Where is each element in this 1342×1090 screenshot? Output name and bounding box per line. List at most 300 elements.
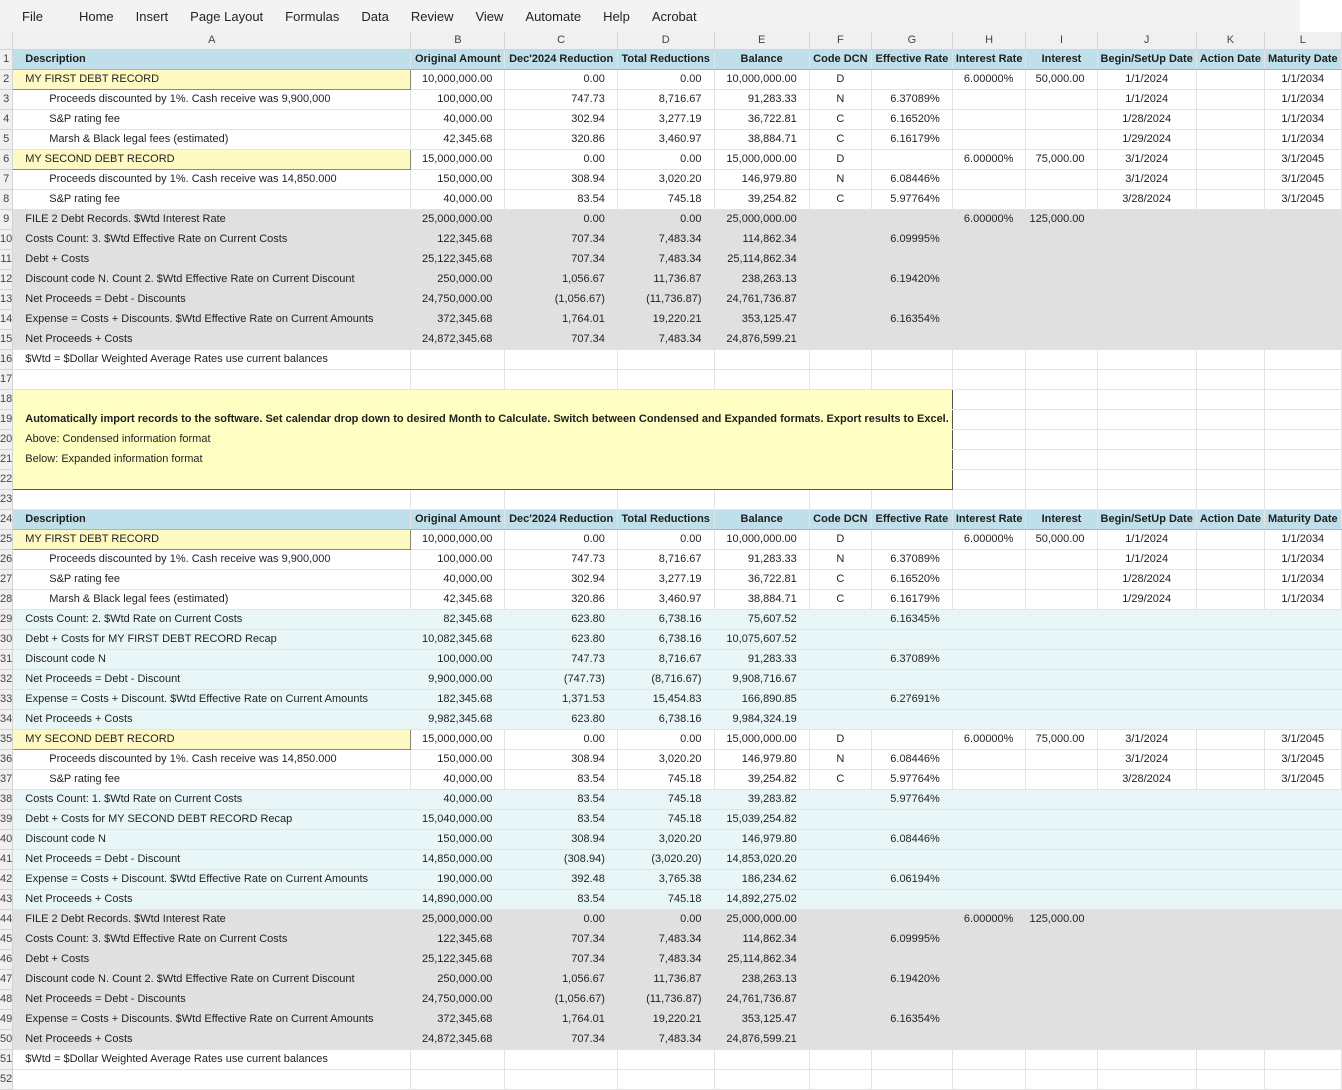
- value-cell[interactable]: [871, 249, 952, 269]
- value-cell[interactable]: [1097, 249, 1196, 269]
- value-cell[interactable]: 6.00000%: [952, 529, 1026, 549]
- description-cell[interactable]: MY SECOND DEBT RECORD: [13, 149, 411, 169]
- header-cell[interactable]: Effective Rate: [871, 509, 952, 529]
- value-cell[interactable]: [1026, 689, 1097, 709]
- value-cell[interactable]: [952, 549, 1026, 569]
- value-cell[interactable]: 150,000.00: [411, 749, 505, 769]
- value-cell[interactable]: 3/1/2024: [1097, 149, 1196, 169]
- value-cell[interactable]: 6.19420%: [871, 969, 952, 989]
- description-cell[interactable]: Net Proceeds + Costs: [13, 329, 411, 349]
- row-number[interactable]: 29: [0, 609, 13, 629]
- description-cell[interactable]: Net Proceeds + Costs: [13, 709, 411, 729]
- value-cell[interactable]: [1196, 589, 1264, 609]
- row-number[interactable]: 36: [0, 749, 13, 769]
- value-cell[interactable]: 308.94: [505, 169, 618, 189]
- value-cell[interactable]: (1,056.67): [505, 289, 618, 309]
- value-cell[interactable]: [1097, 289, 1196, 309]
- value-cell[interactable]: [1097, 329, 1196, 349]
- header-cell[interactable]: Original Amount: [411, 49, 505, 69]
- value-cell[interactable]: 745.18: [617, 769, 714, 789]
- value-cell[interactable]: [952, 569, 1026, 589]
- value-cell[interactable]: [1264, 809, 1341, 829]
- value-cell[interactable]: [1196, 529, 1264, 549]
- value-cell[interactable]: [1097, 209, 1196, 229]
- value-cell[interactable]: 6.16179%: [871, 589, 952, 609]
- value-cell[interactable]: [809, 1029, 871, 1049]
- value-cell[interactable]: 114,862.34: [714, 229, 809, 249]
- value-cell[interactable]: 0.00: [505, 909, 618, 929]
- value-cell[interactable]: [952, 249, 1026, 269]
- value-cell[interactable]: [1196, 1049, 1264, 1069]
- value-cell[interactable]: [871, 1049, 952, 1069]
- value-cell[interactable]: 1,056.67: [505, 269, 618, 289]
- value-cell[interactable]: 353,125.47: [714, 1009, 809, 1029]
- value-cell[interactable]: 1,764.01: [505, 309, 618, 329]
- value-cell[interactable]: 150,000.00: [411, 169, 505, 189]
- row-number[interactable]: 8: [0, 189, 13, 209]
- header-cell[interactable]: Effective Rate: [871, 49, 952, 69]
- row-number[interactable]: 22: [0, 469, 13, 489]
- value-cell[interactable]: [1196, 909, 1264, 929]
- cell[interactable]: [1026, 389, 1097, 409]
- value-cell[interactable]: [1097, 689, 1196, 709]
- cell[interactable]: [952, 449, 1026, 469]
- cell[interactable]: [1097, 1069, 1196, 1089]
- value-cell[interactable]: [871, 909, 952, 929]
- value-cell[interactable]: 1/1/2034: [1264, 569, 1341, 589]
- value-cell[interactable]: [952, 189, 1026, 209]
- cell[interactable]: [1097, 369, 1196, 389]
- value-cell[interactable]: 6.16520%: [871, 569, 952, 589]
- instruction-note-cell[interactable]: [13, 389, 953, 409]
- description-cell[interactable]: Debt + Costs for MY FIRST DEBT RECORD Recap: [13, 629, 411, 649]
- value-cell[interactable]: 320.86: [505, 129, 618, 149]
- value-cell[interactable]: [809, 889, 871, 909]
- value-cell[interactable]: 15,000,000.00: [411, 729, 505, 749]
- value-cell[interactable]: [1196, 569, 1264, 589]
- description-cell[interactable]: Debt + Costs: [13, 249, 411, 269]
- value-cell[interactable]: [809, 949, 871, 969]
- cell[interactable]: [1196, 449, 1264, 469]
- value-cell[interactable]: 745.18: [617, 809, 714, 829]
- value-cell[interactable]: 3/1/2045: [1264, 749, 1341, 769]
- value-cell[interactable]: 6.27691%: [871, 689, 952, 709]
- value-cell[interactable]: 9,900,000.00: [411, 669, 505, 689]
- value-cell[interactable]: [1026, 929, 1097, 949]
- value-cell[interactable]: [1196, 309, 1264, 329]
- value-cell[interactable]: 6.00000%: [952, 69, 1026, 89]
- value-cell[interactable]: 146,979.80: [714, 169, 809, 189]
- value-cell[interactable]: 75,000.00: [1026, 149, 1097, 169]
- value-cell[interactable]: [1026, 569, 1097, 589]
- value-cell[interactable]: 122,345.68: [411, 229, 505, 249]
- description-cell[interactable]: Net Proceeds = Debt - Discounts: [13, 289, 411, 309]
- value-cell[interactable]: [952, 1029, 1026, 1049]
- value-cell[interactable]: [1026, 1009, 1097, 1029]
- cell[interactable]: [1196, 469, 1264, 489]
- value-cell[interactable]: [1097, 889, 1196, 909]
- value-cell[interactable]: 7,483.34: [617, 329, 714, 349]
- value-cell[interactable]: 83.54: [505, 789, 618, 809]
- value-cell[interactable]: C: [809, 769, 871, 789]
- value-cell[interactable]: 11,736.87: [617, 269, 714, 289]
- value-cell[interactable]: [1026, 749, 1097, 769]
- row-number[interactable]: 19: [0, 409, 13, 429]
- value-cell[interactable]: 19,220.21: [617, 309, 714, 329]
- value-cell[interactable]: 3,460.97: [617, 589, 714, 609]
- description-cell[interactable]: Proceeds discounted by 1%. Cash receive was 14,850.000: [13, 169, 411, 189]
- value-cell[interactable]: [1097, 1009, 1196, 1029]
- cell[interactable]: [809, 369, 871, 389]
- value-cell[interactable]: 6.00000%: [952, 729, 1026, 749]
- value-cell[interactable]: [809, 649, 871, 669]
- description-cell[interactable]: Debt + Costs for MY SECOND DEBT RECORD Recap: [13, 809, 411, 829]
- value-cell[interactable]: 25,122,345.68: [411, 949, 505, 969]
- value-cell[interactable]: 6,738.16: [617, 629, 714, 649]
- cell[interactable]: [505, 1069, 618, 1089]
- value-cell[interactable]: 3,020.20: [617, 749, 714, 769]
- row-number[interactable]: 27: [0, 569, 13, 589]
- value-cell[interactable]: 1/1/2034: [1264, 549, 1341, 569]
- value-cell[interactable]: [952, 589, 1026, 609]
- value-cell[interactable]: [1026, 649, 1097, 669]
- row-number[interactable]: 4: [0, 109, 13, 129]
- value-cell[interactable]: 745.18: [617, 789, 714, 809]
- value-cell[interactable]: 25,114,862.34: [714, 249, 809, 269]
- value-cell[interactable]: 7,483.34: [617, 1029, 714, 1049]
- value-cell[interactable]: 50,000.00: [1026, 529, 1097, 549]
- menu-automate[interactable]: Automate: [525, 8, 582, 24]
- value-cell[interactable]: 302.94: [505, 109, 618, 129]
- header-cell[interactable]: Total Reductions: [617, 49, 714, 69]
- description-cell[interactable]: Discount code N: [13, 829, 411, 849]
- cell[interactable]: [1196, 1069, 1264, 1089]
- value-cell[interactable]: [1264, 909, 1341, 929]
- value-cell[interactable]: [871, 1029, 952, 1049]
- column-header-g[interactable]: G: [871, 32, 952, 49]
- value-cell[interactable]: 0.00: [617, 149, 714, 169]
- value-cell[interactable]: [1196, 349, 1264, 369]
- value-cell[interactable]: 3/1/2024: [1097, 169, 1196, 189]
- value-cell[interactable]: [1264, 309, 1341, 329]
- description-cell[interactable]: Costs Count: 1. $Wtd Rate on Current Costs: [13, 789, 411, 809]
- value-cell[interactable]: 623.80: [505, 709, 618, 729]
- value-cell[interactable]: 182,345.68: [411, 689, 505, 709]
- value-cell[interactable]: 7,483.34: [617, 949, 714, 969]
- value-cell[interactable]: [1196, 829, 1264, 849]
- value-cell[interactable]: (308.94): [505, 849, 618, 869]
- value-cell[interactable]: 6.08446%: [871, 749, 952, 769]
- value-cell[interactable]: [1196, 789, 1264, 809]
- value-cell[interactable]: [1026, 189, 1097, 209]
- value-cell[interactable]: 10,082,345.68: [411, 629, 505, 649]
- value-cell[interactable]: [1196, 929, 1264, 949]
- row-number[interactable]: 18: [0, 389, 13, 409]
- row-number[interactable]: 33: [0, 689, 13, 709]
- value-cell[interactable]: [1026, 589, 1097, 609]
- row-number[interactable]: 47: [0, 969, 13, 989]
- value-cell[interactable]: 82,345.68: [411, 609, 505, 629]
- value-cell[interactable]: [1196, 989, 1264, 1009]
- value-cell[interactable]: 15,000,000.00: [411, 149, 505, 169]
- column-header-h[interactable]: H: [952, 32, 1026, 49]
- value-cell[interactable]: [1264, 689, 1341, 709]
- header-cell[interactable]: Original Amount: [411, 509, 505, 529]
- value-cell[interactable]: 10,000,000.00: [714, 529, 809, 549]
- row-number[interactable]: 43: [0, 889, 13, 909]
- cell[interactable]: [1196, 429, 1264, 449]
- description-cell[interactable]: Proceeds discounted by 1%. Cash receive was 14,850.000: [13, 749, 411, 769]
- value-cell[interactable]: [1196, 629, 1264, 649]
- value-cell[interactable]: 6.16354%: [871, 1009, 952, 1029]
- value-cell[interactable]: 0.00: [505, 729, 618, 749]
- row-number[interactable]: 13: [0, 289, 13, 309]
- header-cell[interactable]: Balance: [714, 509, 809, 529]
- row-number[interactable]: 40: [0, 829, 13, 849]
- row-number[interactable]: 17: [0, 369, 13, 389]
- value-cell[interactable]: [871, 729, 952, 749]
- value-cell[interactable]: [1196, 229, 1264, 249]
- row-number[interactable]: 51: [0, 1049, 13, 1069]
- value-cell[interactable]: 125,000.00: [1026, 209, 1097, 229]
- value-cell[interactable]: 3,460.97: [617, 129, 714, 149]
- value-cell[interactable]: [1026, 969, 1097, 989]
- row-number[interactable]: 52: [0, 1069, 13, 1089]
- value-cell[interactable]: [952, 829, 1026, 849]
- value-cell[interactable]: 5.97764%: [871, 789, 952, 809]
- description-cell[interactable]: FILE 2 Debt Records. $Wtd Interest Rate: [13, 209, 411, 229]
- value-cell[interactable]: [809, 849, 871, 869]
- value-cell[interactable]: 83.54: [505, 889, 618, 909]
- value-cell[interactable]: 3/1/2045: [1264, 169, 1341, 189]
- header-cell[interactable]: Action Date: [1196, 49, 1264, 69]
- value-cell[interactable]: 1/29/2024: [1097, 129, 1196, 149]
- value-cell[interactable]: [809, 809, 871, 829]
- cell[interactable]: [1264, 489, 1341, 509]
- value-cell[interactable]: 238,263.13: [714, 969, 809, 989]
- header-cell[interactable]: Maturity Date: [1264, 509, 1341, 529]
- description-cell[interactable]: Discount code N. Count 2. $Wtd Effective Rate on Current Discount: [13, 269, 411, 289]
- value-cell[interactable]: 707.34: [505, 1029, 618, 1049]
- value-cell[interactable]: 14,850,000.00: [411, 849, 505, 869]
- description-cell[interactable]: Net Proceeds + Costs: [13, 1029, 411, 1049]
- value-cell[interactable]: 42,345.68: [411, 589, 505, 609]
- header-cell[interactable]: Code DCN: [809, 49, 871, 69]
- value-cell[interactable]: [1026, 989, 1097, 1009]
- value-cell[interactable]: 250,000.00: [411, 969, 505, 989]
- value-cell[interactable]: [952, 789, 1026, 809]
- cell[interactable]: [1264, 389, 1341, 409]
- value-cell[interactable]: 3/28/2024: [1097, 189, 1196, 209]
- value-cell[interactable]: [1196, 889, 1264, 909]
- row-number[interactable]: 14: [0, 309, 13, 329]
- value-cell[interactable]: 8,716.67: [617, 89, 714, 109]
- cell[interactable]: [714, 369, 809, 389]
- value-cell[interactable]: [871, 329, 952, 349]
- cell[interactable]: [809, 1069, 871, 1089]
- value-cell[interactable]: [809, 709, 871, 729]
- value-cell[interactable]: [1196, 169, 1264, 189]
- value-cell[interactable]: 25,000,000.00: [714, 209, 809, 229]
- value-cell[interactable]: [1264, 629, 1341, 649]
- column-header-b[interactable]: B: [411, 32, 505, 49]
- value-cell[interactable]: 100,000.00: [411, 549, 505, 569]
- value-cell[interactable]: [871, 949, 952, 969]
- row-number[interactable]: 49: [0, 1009, 13, 1029]
- value-cell[interactable]: [1196, 109, 1264, 129]
- value-cell[interactable]: 320.86: [505, 589, 618, 609]
- value-cell[interactable]: [1264, 329, 1341, 349]
- value-cell[interactable]: 3/1/2024: [1097, 729, 1196, 749]
- value-cell[interactable]: [1196, 289, 1264, 309]
- value-cell[interactable]: (11,736.87): [617, 289, 714, 309]
- value-cell[interactable]: 7,483.34: [617, 249, 714, 269]
- menu-insert[interactable]: Insert: [135, 8, 169, 24]
- cell[interactable]: [952, 369, 1026, 389]
- value-cell[interactable]: 3/1/2045: [1264, 189, 1341, 209]
- row-number[interactable]: 31: [0, 649, 13, 669]
- description-cell[interactable]: Expense = Costs + Discounts. $Wtd Effective Rate on Current Amounts: [13, 309, 411, 329]
- cell[interactable]: [952, 389, 1026, 409]
- value-cell[interactable]: [871, 289, 952, 309]
- value-cell[interactable]: 0.00: [617, 69, 714, 89]
- value-cell[interactable]: [952, 969, 1026, 989]
- row-number[interactable]: 42: [0, 869, 13, 889]
- value-cell[interactable]: [1026, 229, 1097, 249]
- cell[interactable]: [871, 369, 952, 389]
- value-cell[interactable]: C: [809, 569, 871, 589]
- description-cell[interactable]: Expense = Costs + Discount. $Wtd Effective Rate on Current Amounts: [13, 689, 411, 709]
- column-header-a[interactable]: A: [13, 32, 411, 49]
- menu-formulas[interactable]: Formulas: [285, 8, 340, 24]
- value-cell[interactable]: N: [809, 169, 871, 189]
- value-cell[interactable]: 0.00: [617, 909, 714, 929]
- value-cell[interactable]: 3/1/2045: [1264, 149, 1341, 169]
- value-cell[interactable]: C: [809, 189, 871, 209]
- value-cell[interactable]: 24,761,736.87: [714, 989, 809, 1009]
- value-cell[interactable]: [1196, 709, 1264, 729]
- row-number[interactable]: 10: [0, 229, 13, 249]
- cell[interactable]: [505, 369, 618, 389]
- description-cell[interactable]: Costs Count: 3. $Wtd Effective Rate on Current Costs: [13, 229, 411, 249]
- value-cell[interactable]: 1/1/2034: [1264, 529, 1341, 549]
- cell[interactable]: [1264, 429, 1341, 449]
- cell[interactable]: [1196, 489, 1264, 509]
- value-cell[interactable]: [952, 309, 1026, 329]
- value-cell[interactable]: 83.54: [505, 769, 618, 789]
- value-cell[interactable]: 8,716.67: [617, 549, 714, 569]
- value-cell[interactable]: 38,884.71: [714, 129, 809, 149]
- value-cell[interactable]: C: [809, 109, 871, 129]
- value-cell[interactable]: 6.16345%: [871, 609, 952, 629]
- cell[interactable]: [617, 489, 714, 509]
- value-cell[interactable]: [809, 929, 871, 949]
- value-cell[interactable]: [1026, 349, 1097, 369]
- value-cell[interactable]: [1264, 289, 1341, 309]
- value-cell[interactable]: [1097, 269, 1196, 289]
- value-cell[interactable]: 6,738.16: [617, 609, 714, 629]
- value-cell[interactable]: 75,000.00: [1026, 729, 1097, 749]
- value-cell[interactable]: [1097, 669, 1196, 689]
- value-cell[interactable]: [952, 1049, 1026, 1069]
- header-cell[interactable]: Action Date: [1196, 509, 1264, 529]
- value-cell[interactable]: D: [809, 69, 871, 89]
- value-cell[interactable]: [1026, 809, 1097, 829]
- value-cell[interactable]: 707.34: [505, 229, 618, 249]
- value-cell[interactable]: [1097, 1049, 1196, 1069]
- value-cell[interactable]: [1097, 909, 1196, 929]
- value-cell[interactable]: 15,000,000.00: [714, 729, 809, 749]
- value-cell[interactable]: 10,000,000.00: [714, 69, 809, 89]
- value-cell[interactable]: [1196, 249, 1264, 269]
- value-cell[interactable]: [952, 929, 1026, 949]
- value-cell[interactable]: N: [809, 749, 871, 769]
- value-cell[interactable]: [1097, 229, 1196, 249]
- value-cell[interactable]: 353,125.47: [714, 309, 809, 329]
- value-cell[interactable]: [809, 789, 871, 809]
- value-cell[interactable]: [952, 869, 1026, 889]
- value-cell[interactable]: 745.18: [617, 889, 714, 909]
- column-header-k[interactable]: K: [1196, 32, 1264, 49]
- column-header-j[interactable]: J: [1097, 32, 1196, 49]
- instruction-note-cell[interactable]: Above: Condensed information format: [13, 429, 953, 449]
- description-cell[interactable]: Proceeds discounted by 1%. Cash receive was 9,900,000: [13, 89, 411, 109]
- value-cell[interactable]: 122,345.68: [411, 929, 505, 949]
- cell[interactable]: [952, 1069, 1026, 1089]
- value-cell[interactable]: 747.73: [505, 89, 618, 109]
- row-number[interactable]: 35: [0, 729, 13, 749]
- value-cell[interactable]: [952, 89, 1026, 109]
- value-cell[interactable]: 166,890.85: [714, 689, 809, 709]
- cell[interactable]: [952, 489, 1026, 509]
- value-cell[interactable]: 15,039,254.82: [714, 809, 809, 829]
- row-number[interactable]: 41: [0, 849, 13, 869]
- value-cell[interactable]: [1026, 1049, 1097, 1069]
- value-cell[interactable]: 8,716.67: [617, 649, 714, 669]
- value-cell[interactable]: [1097, 789, 1196, 809]
- value-cell[interactable]: [809, 1049, 871, 1069]
- value-cell[interactable]: 6.08446%: [871, 829, 952, 849]
- value-cell[interactable]: 91,283.33: [714, 549, 809, 569]
- value-cell[interactable]: [1196, 549, 1264, 569]
- instruction-note-cell[interactable]: Automatically import records to the software. Set calendar drop down to desired Month to Calculate. Switch between Condensed and Expanded formats. Export results to Excel.: [13, 409, 953, 429]
- cell[interactable]: [1264, 369, 1341, 389]
- value-cell[interactable]: 114,862.34: [714, 929, 809, 949]
- value-cell[interactable]: 6.00000%: [952, 909, 1026, 929]
- row-number[interactable]: 1: [0, 49, 13, 69]
- value-cell[interactable]: 707.34: [505, 929, 618, 949]
- cell[interactable]: [1097, 389, 1196, 409]
- cell[interactable]: [411, 369, 505, 389]
- value-cell[interactable]: [809, 829, 871, 849]
- cell[interactable]: [714, 1069, 809, 1089]
- column-header-i[interactable]: I: [1026, 32, 1097, 49]
- value-cell[interactable]: (3,020.20): [617, 849, 714, 869]
- value-cell[interactable]: 25,000,000.00: [411, 209, 505, 229]
- value-cell[interactable]: [809, 689, 871, 709]
- row-number[interactable]: 34: [0, 709, 13, 729]
- description-cell[interactable]: MY SECOND DEBT RECORD: [13, 729, 411, 749]
- value-cell[interactable]: 190,000.00: [411, 869, 505, 889]
- value-cell[interactable]: 372,345.68: [411, 309, 505, 329]
- value-cell[interactable]: [1196, 849, 1264, 869]
- value-cell[interactable]: [1196, 189, 1264, 209]
- value-cell[interactable]: [952, 749, 1026, 769]
- row-number[interactable]: 39: [0, 809, 13, 829]
- value-cell[interactable]: 6,738.16: [617, 709, 714, 729]
- value-cell[interactable]: [1026, 269, 1097, 289]
- header-cell[interactable]: Description: [13, 49, 411, 69]
